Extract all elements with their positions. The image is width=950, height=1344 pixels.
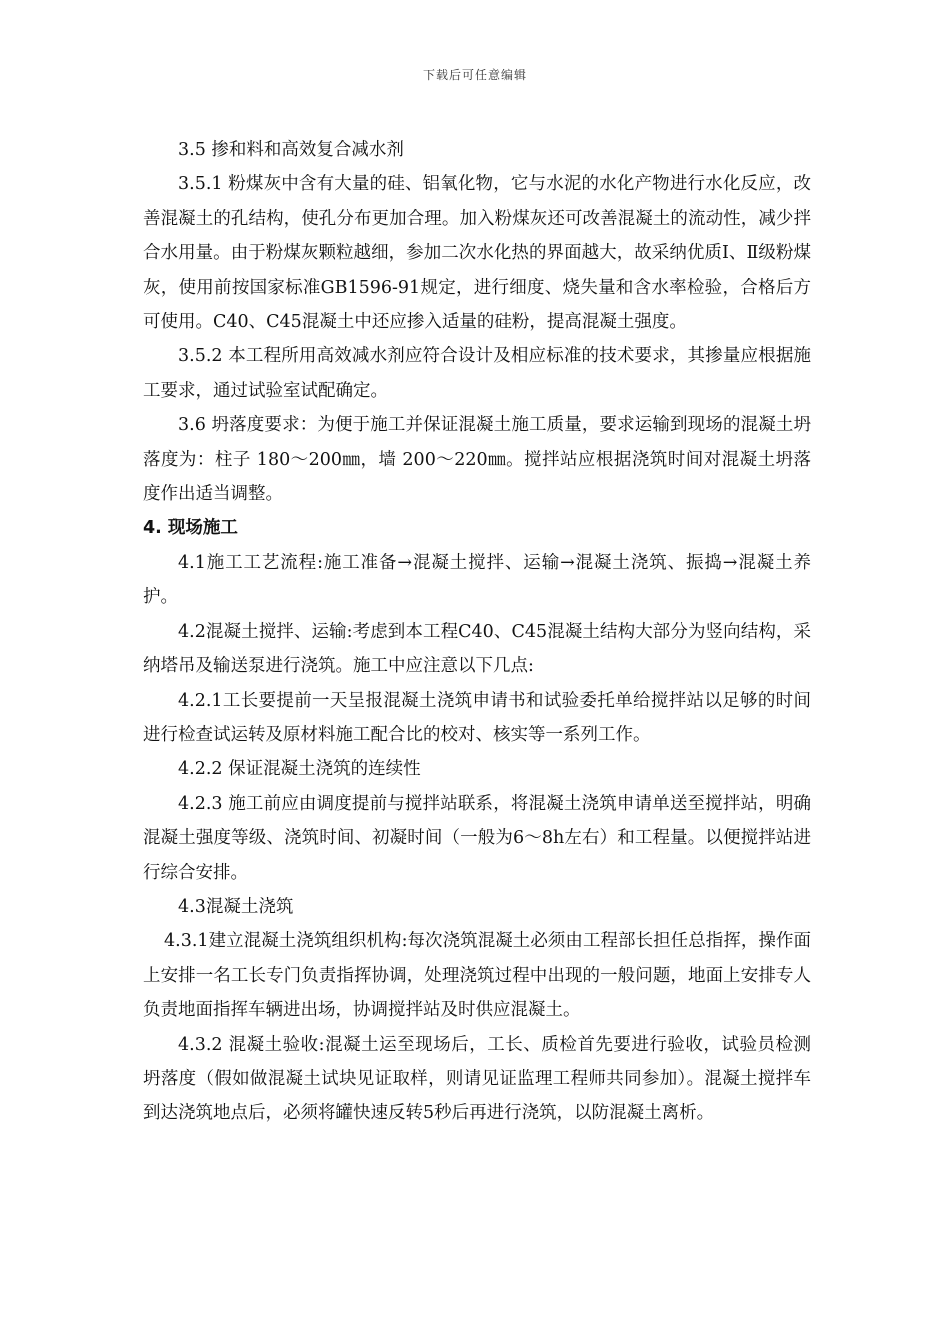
section-4-heading: 4. 现场施工 [143, 518, 238, 539]
section-3-5-title: 3.5 掺和料和高效复合减水剂 [178, 140, 404, 160]
section-3-5-1-paragraph: 3.5.1 粉煤灰中含有大量的硅、铝氧化物，它与水泥的水化产物进行水化反应，改善混凝土的孔结构，使孔分布更加合理。加入粉煤灰还可改善混凝土的流动性，减少拌合水用量。由于粉煤灰颗粒越细，参加二次水化热的界面越大，故采纳优质Ⅰ、Ⅱ级粉煤灰，使用前按国家标准GB1596-91规定，进行细度、烧失量和含水率检验，合格后方可使用。C40、C45混凝土中还应掺入适量的硅粉，提高混凝土强度。 [143, 174, 811, 333]
section-4-2-paragraph: 4.2混凝土搅拌、运输:考虑到本工程C40、C45混凝土结构大部分为竖向结构，采纳塔吊及输送泵进行浇筑。施工中应注意以下几点: [143, 621, 811, 677]
section-4-2-1-paragraph: 4.2.1工长要提前一天呈报混凝土浇筑申请书和试验委托单给搅拌站以足够的时间进行检查试运转及原材料施工配合比的校对、核实等一系列工作。 [143, 690, 811, 745]
section-4-1-paragraph: 4.1施工工艺流程:施工准备→混凝土搅拌、运输→混凝土浇筑、振捣→混凝土养护。 [143, 552, 811, 608]
section-3-5-2-paragraph: 3.5.2 本工程所用高效减水剂应符合设计及相应标准的技术要求，其掺量应根据施工要求，通过试验室试配确定。 [143, 346, 811, 401]
page-header: 下载后可任意编辑 [422, 68, 527, 82]
section-4-3-2-paragraph: 4.3.2 混凝土验收:混凝土运至现场后，工长、质检首先要进行验收，试验员检测坍落度（假如做混凝土试块见证取样，则请见证监理工程师共同参加）。混凝土搅拌车到达浇筑地点后，必须将罐快速反转5秒后再进行浇筑，以防混凝土离析。 [143, 1034, 811, 1124]
section-4-2-2-paragraph: 4.2.2 保证混凝土浇筑的连续性 [178, 759, 421, 780]
section-4-2-3-paragraph: 4.2.3 施工前应由调度提前与搅拌站联系，将混凝土浇筑申请单送至搅拌站，明确混凝土强度等级、浇筑时间、初凝时间（一般为6～8h左右）和工程量。以便搅拌站进行综合安排。 [143, 793, 811, 883]
document-body [143, 133, 811, 1131]
section-3-6-paragraph: 3.6 坍落度要求：为便于施工并保证混凝土施工质量，要求运输到现场的混凝土坍落度为：柱子 180～200㎜，墙 200～220㎜。搅拌站应根据浇筑时间对混凝土坍落度作出适当调整。 [143, 415, 811, 505]
section-4-3-1-paragraph: 4.3.1建立混凝土浇筑组织机构:每次浇筑混凝土必须由工程部长担任总指挥，操作面上安排一名工长专门负责指挥协调，处理浇筑过程中出现的一般问题，地面上安排专人负责地面指挥车辆进出场，协调搅拌站及时供应混凝土。 [143, 931, 811, 1021]
section-4-3-heading: 4.3混凝土浇筑 [178, 896, 294, 917]
